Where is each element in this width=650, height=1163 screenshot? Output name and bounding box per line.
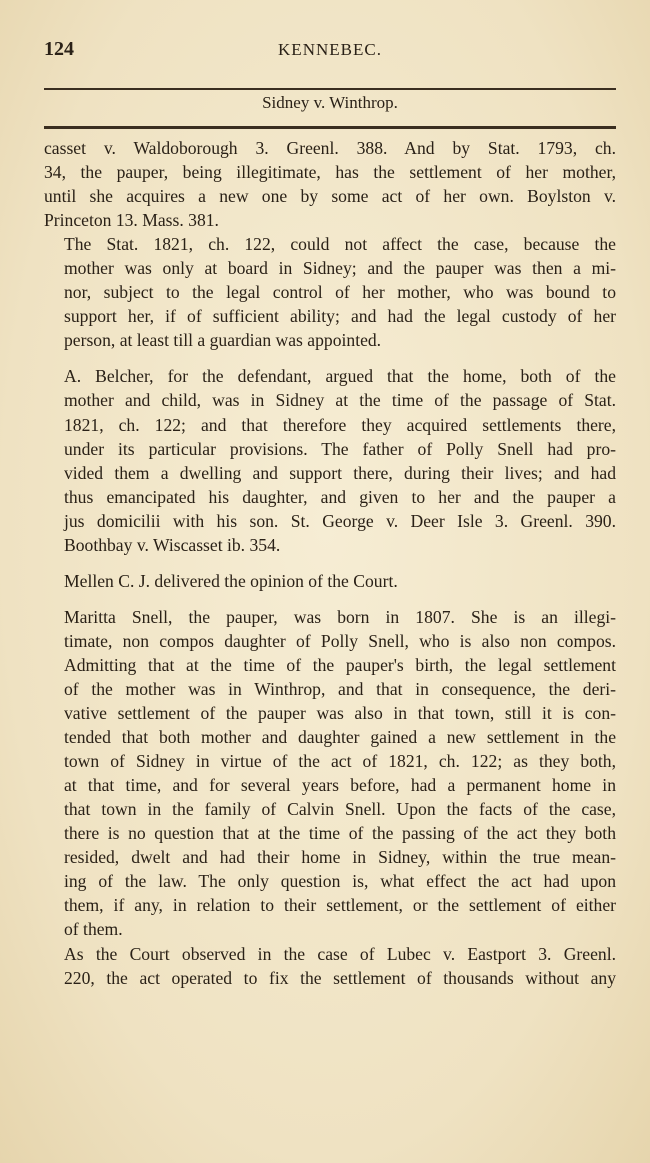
text-line: The Stat. 1821, ch. 122, could not affect the case, because the — [64, 234, 616, 255]
text-line: mother was only at board in Sidney; and the pauper was then a mi- — [64, 258, 616, 279]
paragraph — [44, 364, 616, 556]
paragraph — [44, 942, 616, 990]
text-line: 220, the act operated to fix the settlement of thousands without any — [64, 967, 616, 988]
text-line: that town in the family of Calvin Snell. Upon the facts of the case, — [64, 799, 616, 820]
text-line: Boothbay v. Wiscasset ib. 354. — [64, 534, 281, 555]
text-line: ing of the law. The only question is, what effect the act had upon — [64, 871, 616, 892]
text-line: A. Belcher, for the defendant, argued that the home, both of the — [64, 366, 616, 387]
text-line: casset v. Waldoborough 3. Greenl. 388. And by Stat. 1793, ch. — [44, 138, 616, 158]
text-line: tended that both mother and daughter gained a new settlement in the — [64, 727, 616, 748]
paragraph — [44, 605, 616, 942]
text-line: of them. — [64, 919, 123, 940]
text-line: Mellen C. J. delivered the opinion of the Court. — [64, 570, 398, 591]
text-line: person, at least till a guardian was appointed. — [64, 330, 382, 351]
text-line: town of Sidney in virtue of the act of 1821, ch. 122; as they both, — [64, 751, 616, 772]
text-line: 1821, ch. 122; and that therefore they acquired settlements there, — [64, 414, 616, 435]
header-rule-bottom — [44, 126, 616, 129]
text-line: mother and child, was in Sidney at the time of the passage of Stat. — [64, 390, 616, 411]
case-title: Sidney v. Winthrop. — [262, 93, 398, 112]
paragraph — [44, 136, 616, 232]
body-text — [44, 136, 616, 990]
page-header — [44, 38, 616, 66]
text-line: jus domicilii with his son. St. George v. Deer Isle 3. Greenl. 390. — [64, 510, 616, 531]
text-line: under its particular provisions. The father of Polly Snell had pro- — [64, 438, 616, 459]
text-line: 34, the pauper, being illegitimate, has the settlement of her mother, — [44, 162, 616, 183]
text-line: at that time, and for several years before, had a permanent home in — [64, 775, 616, 796]
text-line: thus emancipated his daughter, and given to her and the pauper a — [64, 486, 616, 507]
text-line: vided them a dwelling and support there, during their lives; and had — [64, 462, 616, 483]
text-line: of the mother was in Winthrop, and that in consequence, the deri- — [64, 678, 616, 699]
text-line: resided, dwelt and had their home in Sidney, within the true mean- — [64, 847, 616, 868]
text-line: Princeton 13. Mass. 381. — [44, 210, 219, 231]
text-line: timate, non compos daughter of Polly Snell, who is also non compos. — [64, 630, 616, 651]
running-title: KENNEBEC. — [278, 40, 382, 59]
text-line: vative settlement of the pauper was also in that town, still it is con- — [64, 703, 616, 724]
header-rule-top — [44, 88, 616, 90]
text-line: As the Court observed in the case of Lubec v. Eastport 3. Greenl. — [64, 943, 616, 964]
paragraph — [44, 232, 616, 352]
text-line: Admitting that at the time of the pauper's birth, the legal settlement — [64, 654, 616, 675]
page-number: 124 — [44, 38, 74, 60]
text-line: there is no question that at the time of the passing of the act they both — [64, 823, 616, 844]
text-line: nor, subject to the legal control of her mother, who was bound to — [64, 282, 616, 303]
paragraph — [44, 569, 616, 593]
text-line: them, if any, in relation to their settlement, or the settlement of either — [64, 895, 616, 916]
text-line: until she acquires a new one by some act of her own. Boylston v. — [44, 186, 616, 207]
text-line: Maritta Snell, the pauper, was born in 1807. She is an illegi- — [64, 606, 616, 627]
text-line: support her, if of sufficient ability; and had the legal custody of her — [64, 306, 616, 327]
